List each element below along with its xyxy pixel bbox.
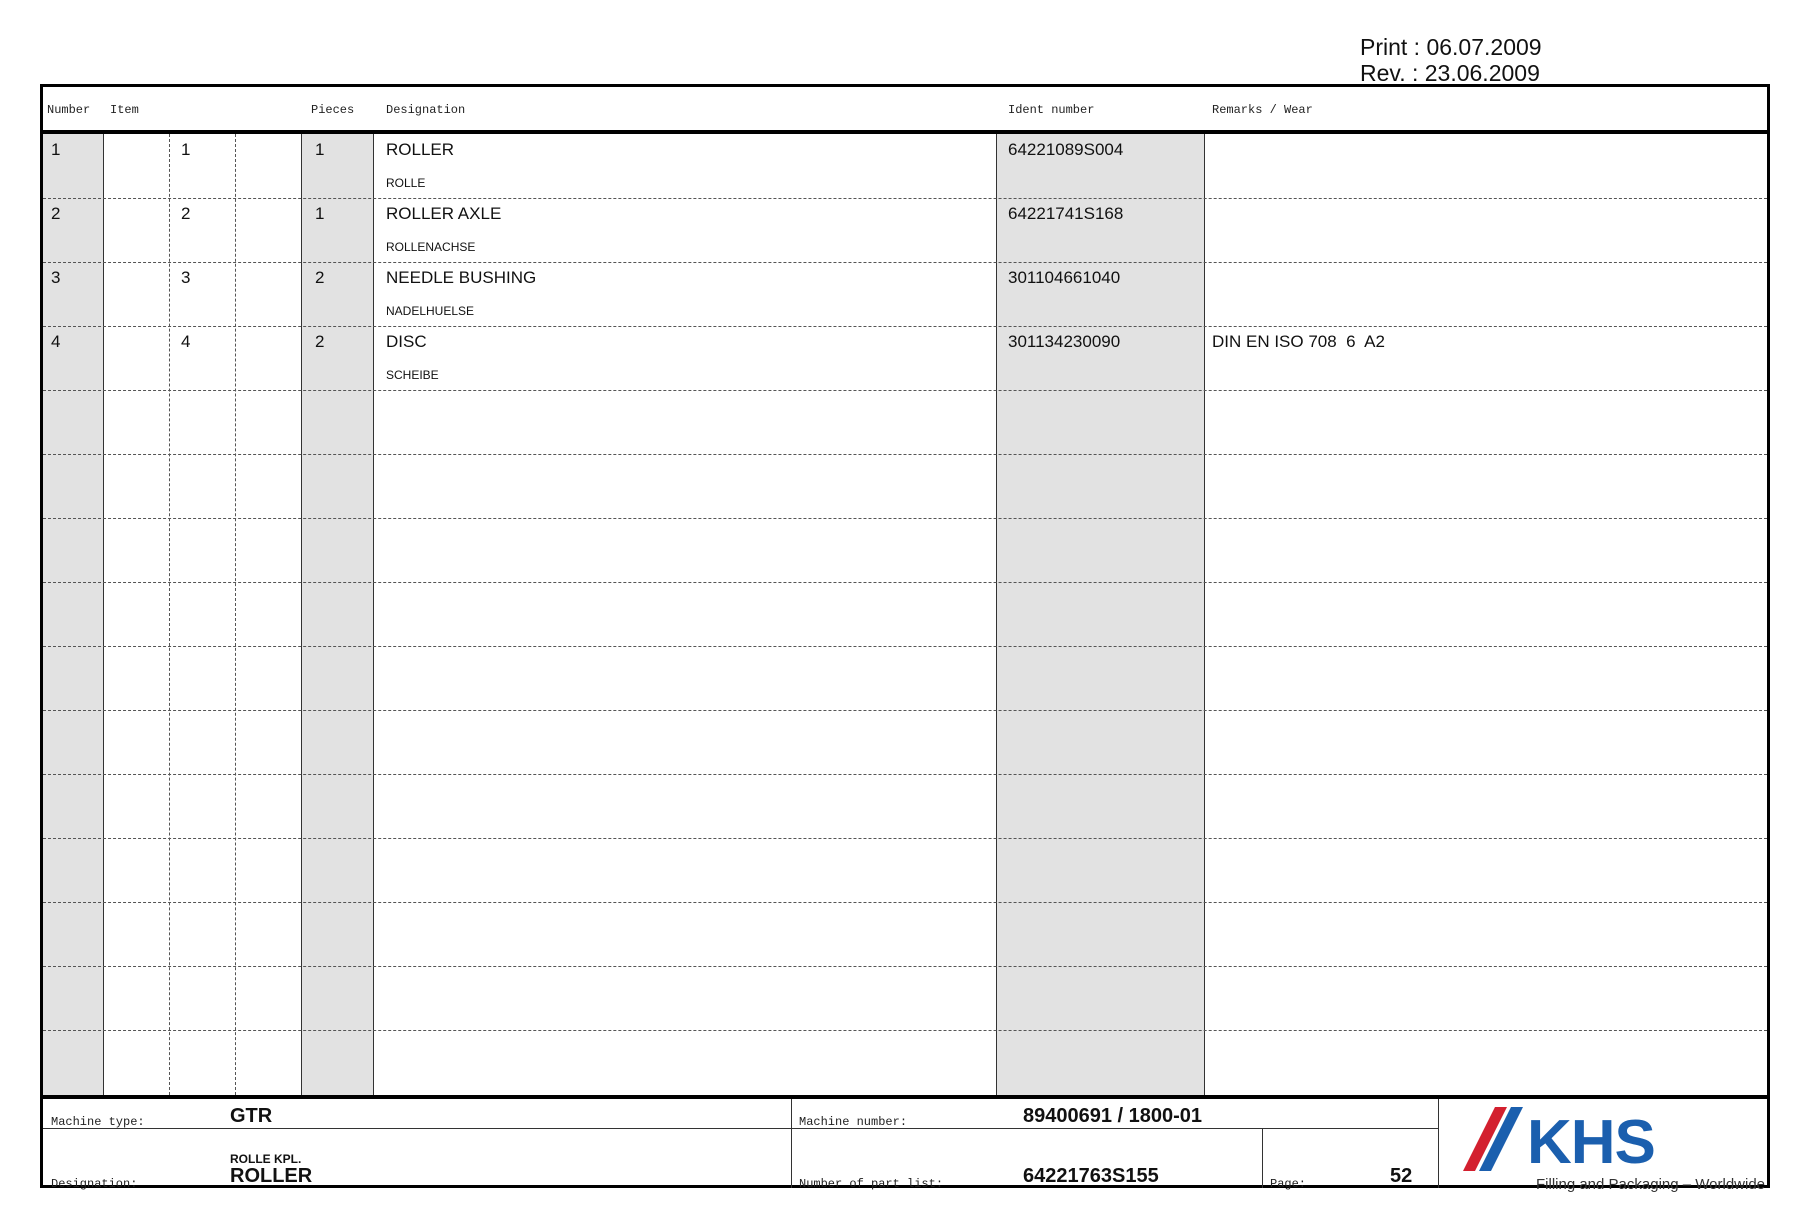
column-divider: [1204, 134, 1205, 1095]
row-pieces: 2: [315, 268, 325, 287]
header-item: Item: [110, 103, 139, 117]
column-divider: [103, 134, 104, 1095]
row-designation-german: NADELHUELSE: [386, 304, 475, 318]
header-pieces: Pieces: [311, 103, 355, 117]
print-info: [1360, 34, 1542, 86]
part-list-value: 64221763S155: [1023, 1165, 1159, 1187]
row-divider: [43, 198, 1767, 199]
machine-type-label: Machine type:: [51, 1115, 145, 1129]
row-designation-german: SCHEIBE: [386, 368, 439, 382]
row-item: 1: [181, 140, 191, 159]
row-divider: [43, 582, 1767, 583]
row-ident-number: 301104661040: [1008, 268, 1121, 287]
row-pieces: 1: [315, 204, 325, 223]
row-divider: [43, 838, 1767, 839]
pieces-column: [301, 134, 373, 1095]
khs-logo-text: KHS: [1527, 1108, 1655, 1177]
title-block-divider: [1262, 1128, 1263, 1188]
row-designation: NEEDLE BUSHING: [386, 268, 537, 287]
parts-table: [43, 134, 1767, 1095]
row-divider: [43, 1030, 1767, 1031]
row-item: 4: [181, 332, 191, 351]
row-number: 1: [51, 140, 61, 159]
print-date: Print : 06.07.2009: [1360, 34, 1542, 60]
row-designation-german: ROLLE: [386, 176, 426, 190]
row-ident-number: 301134230090: [1008, 332, 1121, 351]
row-ident-number: 64221741S168: [1008, 204, 1124, 223]
row-ident-number: 64221089S004: [1008, 140, 1124, 159]
row-divider: [43, 262, 1767, 263]
khs-logo-tagline: Filling and Packaging – Worldwide: [1536, 1176, 1766, 1193]
page-label: Page:: [1270, 1177, 1307, 1191]
row-divider: [43, 326, 1767, 327]
column-divider: [996, 134, 997, 1095]
row-number: 4: [51, 332, 61, 351]
row-divider: [43, 646, 1767, 647]
title-block-divider: [1438, 1099, 1439, 1188]
row-designation: ROLLER AXLE: [386, 204, 502, 223]
header-number: Number: [47, 103, 91, 117]
row-item: 2: [181, 204, 191, 223]
row-number: 2: [51, 204, 61, 223]
row-number: 3: [51, 268, 61, 287]
designation-label: Designation:: [51, 1177, 138, 1191]
title-block: [43, 1095, 1767, 1193]
row-divider: [43, 710, 1767, 711]
part-list-label: Number of part list:: [799, 1177, 944, 1191]
header-ident-number: Ident number: [1008, 103, 1095, 117]
row-designation-german: ROLLENACHSE: [386, 240, 476, 254]
machine-number-value: 89400691 / 1800-01: [1023, 1105, 1203, 1127]
row-remarks: DIN EN ISO 708 6 A2: [1212, 332, 1385, 351]
title-block-divider: [791, 1099, 792, 1188]
machine-number-label: Machine number:: [799, 1115, 908, 1129]
row-divider: [43, 518, 1767, 519]
column-divider: [235, 134, 236, 1095]
page-value: 52: [1390, 1165, 1413, 1187]
designation-german-value: ROLLE KPL.: [230, 1152, 302, 1166]
column-divider: [169, 134, 170, 1095]
khs-logo-stripes-icon: [1463, 1107, 1529, 1171]
designation-value: ROLLER: [230, 1165, 313, 1187]
row-item: 3: [181, 268, 191, 287]
machine-type-value: GTR: [230, 1105, 273, 1127]
table-header: [43, 87, 1767, 134]
title-block-divider: [43, 1128, 791, 1129]
row-divider: [43, 774, 1767, 775]
row-designation: DISC: [386, 332, 427, 351]
header-remarks: Remarks / Wear: [1212, 103, 1313, 117]
row-divider: [43, 902, 1767, 903]
header-designation: Designation: [386, 103, 466, 117]
column-divider: [301, 134, 302, 1095]
parts-list-sheet: [40, 84, 1770, 1193]
row-pieces: 1: [315, 140, 325, 159]
column-divider: [373, 134, 374, 1095]
row-divider: [43, 966, 1767, 967]
row-divider: [43, 390, 1767, 391]
row-designation: ROLLER: [386, 140, 455, 159]
row-pieces: 2: [315, 332, 325, 351]
row-divider: [43, 454, 1767, 455]
revision-date: Rev. : 23.06.2009: [1360, 60, 1540, 86]
